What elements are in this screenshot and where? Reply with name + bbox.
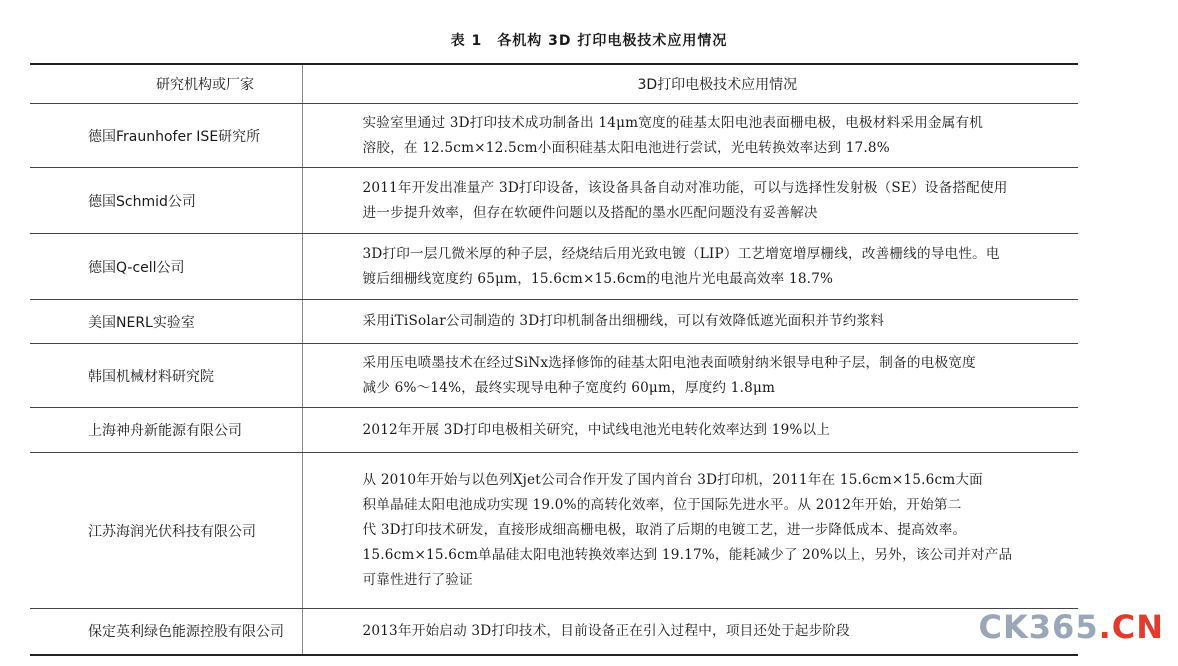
desc-cell bbox=[302, 453, 1078, 609]
table-row bbox=[30, 408, 1078, 453]
org-cell: 江苏海润光伏科技有限公司 bbox=[30, 453, 302, 609]
table-title: 表 1 各机构 3D 打印电极技术应用情况 bbox=[450, 33, 728, 49]
watermark-suffix: CN bbox=[1111, 608, 1164, 646]
data-table bbox=[30, 63, 1078, 656]
watermark-logo bbox=[979, 608, 1165, 646]
table-row bbox=[30, 234, 1078, 300]
desc-line: 溶胶，在 12.5cm×12.5cm小面积硅基太阳电池进行尝试，光电转换效率达到 17.8% bbox=[362, 139, 890, 156]
org-cell: 韩国机械材料研究院 bbox=[30, 344, 302, 408]
desc-cell bbox=[302, 168, 1078, 234]
desc-line: 实验室里通过 3D打印技术成功制备出 14μm宽度的硅基太阳电池表面栅电极，电极材料采用金属有机 bbox=[362, 114, 984, 131]
desc-cell bbox=[302, 104, 1078, 168]
desc-cell bbox=[302, 344, 1078, 408]
desc-line: 2013年开始启动 3D打印技术，目前设备正在引入过程中，项目还处于起步阶段 bbox=[362, 622, 850, 639]
desc-line: 代 3D打印技术研发，直接形成细高栅电极，取消了后期的电镀工艺，进一步降低成本、提高效率。 bbox=[362, 522, 967, 538]
org-cell: 保定英利绿色能源控股有限公司 bbox=[30, 609, 302, 655]
desc-line: 可靠性进行了验证 bbox=[362, 572, 473, 588]
org-cell: 德国Q-cell公司 bbox=[30, 234, 302, 300]
desc-line: 减少 6%～14%，最终实现导电种子宽度约 60μm，厚度约 1.8μm bbox=[362, 379, 776, 396]
desc-line: 采用iTiSolar公司制造的 3D打印机制备出细栅线，可以有效降低遮光面积并节约浆料 bbox=[362, 313, 885, 329]
watermark-prefix: CK365 bbox=[978, 608, 1099, 646]
desc-line: 从 2010年开始与以色列Xjet公司合作开发了国内首台 3D打印机，2011年在 15.6cm×15.6cm大面 bbox=[362, 472, 983, 488]
table-row bbox=[30, 300, 1078, 344]
desc-line: 15.6cm×15.6cm单晶硅太阳电池转换效率达到 19.17%，能耗减少了 20%以上，另外，该公司并对产品 bbox=[362, 547, 1013, 563]
desc-line: 3D打印一层几微米厚的种子层，经烧结后用光致电镀（LIP）工艺增宽增厚栅线，改善栅线的导电性。电 bbox=[362, 245, 1000, 262]
desc-cell bbox=[302, 609, 1078, 655]
desc-line: 镀后细栅线宽度约 65μm，15.6cm×15.6cm的电池片光电最高效率 18.7% bbox=[362, 270, 834, 287]
header-application: 3D打印电极技术应用情况 bbox=[302, 64, 1078, 104]
watermark-dot: . bbox=[1098, 608, 1112, 646]
desc-line: 进一步提升效率，但存在软硬件问题以及搭配的墨水匹配问题没有妥善解决 bbox=[362, 204, 818, 221]
table-row bbox=[30, 453, 1078, 609]
header-org: 研究机构或厂家 bbox=[30, 64, 302, 104]
table-row bbox=[30, 104, 1078, 168]
table-row bbox=[30, 344, 1078, 408]
desc-line: 2011年开发出准量产 3D打印设备，该设备具备自动对准功能，可以与选择性发射极（SE）设备搭配使用 bbox=[362, 179, 1008, 196]
desc-line: 积单晶硅太阳电池成功实现 19.0%的高转化效率，位于国际先进水平。从 2012年开始，开始第二 bbox=[362, 497, 962, 513]
table-row bbox=[30, 168, 1078, 234]
desc-line: 采用压电喷墨技术在经过SiNx选择修饰的硅基太阳电池表面喷射纳米银导电种子层，制备的电极宽度 bbox=[362, 354, 976, 371]
desc-cell bbox=[302, 300, 1078, 344]
desc-line: 2012年开展 3D打印电极相关研究，中试线电池光电转化效率达到 19%以上 bbox=[362, 421, 831, 438]
table-row bbox=[30, 609, 1078, 655]
org-cell: 美国NERL实验室 bbox=[30, 300, 302, 344]
org-cell: 上海神舟新能源有限公司 bbox=[30, 408, 302, 453]
org-cell: 德国Fraunhofer ISE研究所 bbox=[30, 104, 302, 168]
desc-cell bbox=[302, 234, 1078, 300]
table-header-row bbox=[30, 64, 1078, 104]
org-cell: 德国Schmid公司 bbox=[30, 168, 302, 234]
desc-cell bbox=[302, 408, 1078, 453]
